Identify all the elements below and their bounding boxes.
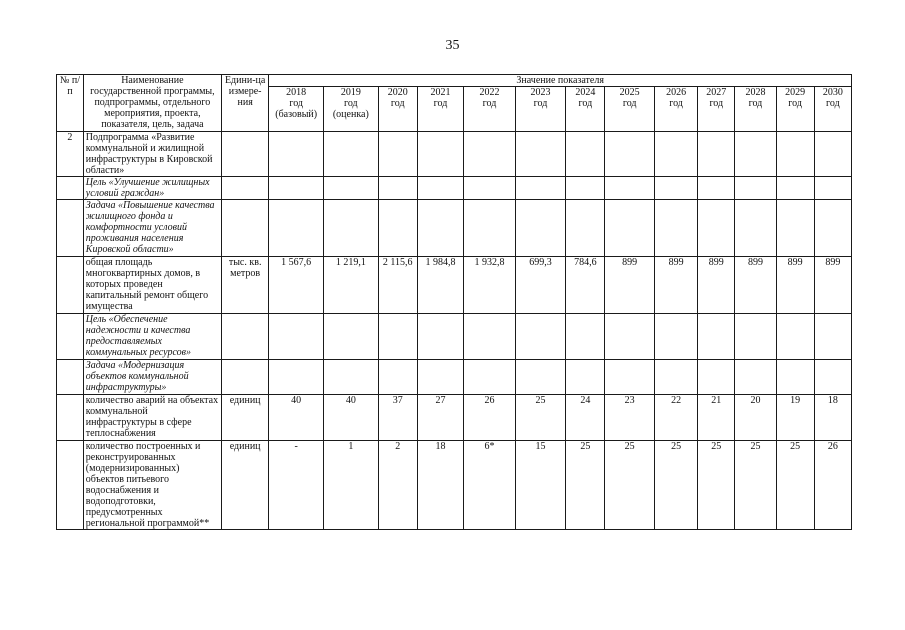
value-cell: [654, 200, 697, 257]
value-cell: 26: [464, 395, 516, 441]
value-cell: 22: [654, 395, 697, 441]
value-cell: 699,3: [515, 257, 566, 314]
row-unit: [221, 177, 268, 200]
year-header: 2021 год: [417, 87, 463, 132]
table-row: [57, 441, 852, 530]
value-cell: [269, 132, 324, 177]
value-cell: 899: [814, 257, 851, 314]
value-cell: [515, 177, 566, 200]
value-cell: 18: [417, 441, 463, 530]
value-cell: [378, 132, 417, 177]
value-cell: [654, 314, 697, 360]
value-cell: [776, 177, 814, 200]
value-cell: 2 115,6: [378, 257, 417, 314]
value-cell: [605, 360, 654, 395]
row-unit: [221, 360, 268, 395]
value-cell: [735, 177, 776, 200]
value-cell: [566, 200, 605, 257]
row-name: Задача «Модернизация объектов коммунальной инфраструктуры»: [83, 360, 221, 395]
value-cell: [324, 314, 379, 360]
value-cell: 784,6: [566, 257, 605, 314]
value-cell: [698, 360, 735, 395]
value-cell: 2: [378, 441, 417, 530]
value-cell: 40: [269, 395, 324, 441]
year-header: 2025 год: [605, 87, 654, 132]
value-cell: [515, 360, 566, 395]
value-cell: 25: [776, 441, 814, 530]
value-cell: [324, 200, 379, 257]
row-unit: единиц: [221, 395, 268, 441]
value-cell: [654, 177, 697, 200]
row-no: [57, 360, 84, 395]
value-cell: [566, 132, 605, 177]
value-cell: 19: [776, 395, 814, 441]
value-cell: [464, 132, 516, 177]
header-name: Наименование государственной программы, подпрограммы, отдельного мероприятия, проекта, показателя, цель, задача: [83, 75, 221, 132]
value-cell: 37: [378, 395, 417, 441]
value-cell: [464, 360, 516, 395]
value-cell: [324, 177, 379, 200]
value-cell: 899: [776, 257, 814, 314]
value-cell: [698, 314, 735, 360]
value-cell: 899: [654, 257, 697, 314]
year-header: 2022 год: [464, 87, 516, 132]
value-cell: [776, 200, 814, 257]
row-no: [57, 395, 84, 441]
value-cell: 23: [605, 395, 654, 441]
value-cell: 15: [515, 441, 566, 530]
value-cell: [464, 314, 516, 360]
table-row: [57, 257, 852, 314]
value-cell: [814, 200, 851, 257]
table-row: [57, 395, 852, 441]
value-cell: [776, 360, 814, 395]
value-cell: [605, 132, 654, 177]
row-name: Задача «Повышение качества жилищного фонда и комфортности условий проживания населения Кировской области»: [83, 200, 221, 257]
value-cell: [417, 360, 463, 395]
year-header: 2020 год: [378, 87, 417, 132]
value-cell: [814, 177, 851, 200]
table-row: [57, 360, 852, 395]
value-cell: [654, 132, 697, 177]
value-cell: 25: [605, 441, 654, 530]
value-cell: [605, 200, 654, 257]
value-cell: [269, 200, 324, 257]
value-cell: [735, 132, 776, 177]
value-cell: 1: [324, 441, 379, 530]
value-cell: [698, 177, 735, 200]
value-cell: [417, 200, 463, 257]
value-cell: [417, 177, 463, 200]
row-unit: тыс. кв. метров: [221, 257, 268, 314]
header-values: Значение показателя: [269, 75, 852, 87]
value-cell: [605, 177, 654, 200]
table-row: [57, 314, 852, 360]
year-header: 2019 год (оценка): [324, 87, 379, 132]
value-cell: [269, 360, 324, 395]
value-cell: 26: [814, 441, 851, 530]
value-cell: [814, 314, 851, 360]
value-cell: 1 219,1: [324, 257, 379, 314]
value-cell: [378, 177, 417, 200]
value-cell: 20: [735, 395, 776, 441]
value-cell: [464, 200, 516, 257]
value-cell: [698, 200, 735, 257]
year-header: 2030 год: [814, 87, 851, 132]
row-name: Цель «Улучшение жилищных условий граждан»: [83, 177, 221, 200]
value-cell: 1 984,8: [417, 257, 463, 314]
row-name: Цель «Обеспечение надежности и качества предоставляемых коммунальных ресурсов»: [83, 314, 221, 360]
row-unit: [221, 314, 268, 360]
row-unit: единиц: [221, 441, 268, 530]
value-cell: 18: [814, 395, 851, 441]
value-cell: [378, 360, 417, 395]
value-cell: [776, 132, 814, 177]
row-unit: [221, 200, 268, 257]
value-cell: [515, 132, 566, 177]
value-cell: 24: [566, 395, 605, 441]
value-cell: -: [269, 441, 324, 530]
year-header: 2028 год: [735, 87, 776, 132]
value-cell: [566, 314, 605, 360]
value-cell: [814, 132, 851, 177]
page-number: 35: [445, 38, 460, 53]
year-header: 2029 год: [776, 87, 814, 132]
value-cell: [566, 177, 605, 200]
row-no: [57, 314, 84, 360]
value-cell: 899: [605, 257, 654, 314]
value-cell: [324, 360, 379, 395]
value-cell: 1 932,8: [464, 257, 516, 314]
year-header: 2026 год: [654, 87, 697, 132]
value-cell: [417, 314, 463, 360]
value-cell: [269, 314, 324, 360]
year-header: 2018 год (базовый): [269, 87, 324, 132]
value-cell: 899: [735, 257, 776, 314]
value-cell: [735, 314, 776, 360]
row-name: количество аварий на объектах коммунальной инфраструктуры в сфере теплоснабжения: [83, 395, 221, 441]
row-no: [57, 441, 84, 530]
row-name: общая площадь многоквартирных домов, в которых проведен капитальный ремонт общего имущества: [83, 257, 221, 314]
value-cell: [698, 132, 735, 177]
value-cell: [735, 360, 776, 395]
value-cell: 1 567,6: [269, 257, 324, 314]
table-row: [57, 132, 852, 177]
value-cell: [417, 132, 463, 177]
value-cell: [515, 200, 566, 257]
value-cell: [324, 132, 379, 177]
value-cell: [654, 360, 697, 395]
value-cell: 25: [566, 441, 605, 530]
value-cell: [566, 360, 605, 395]
value-cell: [464, 177, 516, 200]
value-cell: [378, 314, 417, 360]
row-no: 2: [57, 132, 84, 177]
year-header: 2023 год: [515, 87, 566, 132]
row-name: количество построенных и реконструированных (модернизированных) объектов питьевого водоснабжения и водоподготовки, предусмотренных региональной программой**: [83, 441, 221, 530]
row-no: [57, 177, 84, 200]
value-cell: 25: [735, 441, 776, 530]
value-cell: [515, 314, 566, 360]
value-cell: 6*: [464, 441, 516, 530]
year-header: 2024 год: [566, 87, 605, 132]
value-cell: [605, 314, 654, 360]
value-cell: 899: [698, 257, 735, 314]
value-cell: 27: [417, 395, 463, 441]
table-row: [57, 200, 852, 257]
header-row: [57, 75, 852, 87]
year-header: 2027 год: [698, 87, 735, 132]
row-unit: [221, 132, 268, 177]
table-row: [57, 177, 852, 200]
value-cell: 21: [698, 395, 735, 441]
value-cell: [814, 360, 851, 395]
header-no: № п/п: [57, 75, 84, 132]
value-cell: [269, 177, 324, 200]
row-no: [57, 200, 84, 257]
value-cell: [378, 200, 417, 257]
value-cell: [776, 314, 814, 360]
indicators-table: [56, 74, 852, 530]
value-cell: [735, 200, 776, 257]
row-no: [57, 257, 84, 314]
row-name: Подпрограмма «Развитие коммунальной и жилищной инфраструктуры в Кировской области»: [83, 132, 221, 177]
header-unit: Едини-ца измере-ния: [221, 75, 268, 132]
value-cell: 25: [698, 441, 735, 530]
value-cell: 25: [654, 441, 697, 530]
value-cell: 25: [515, 395, 566, 441]
value-cell: 40: [324, 395, 379, 441]
